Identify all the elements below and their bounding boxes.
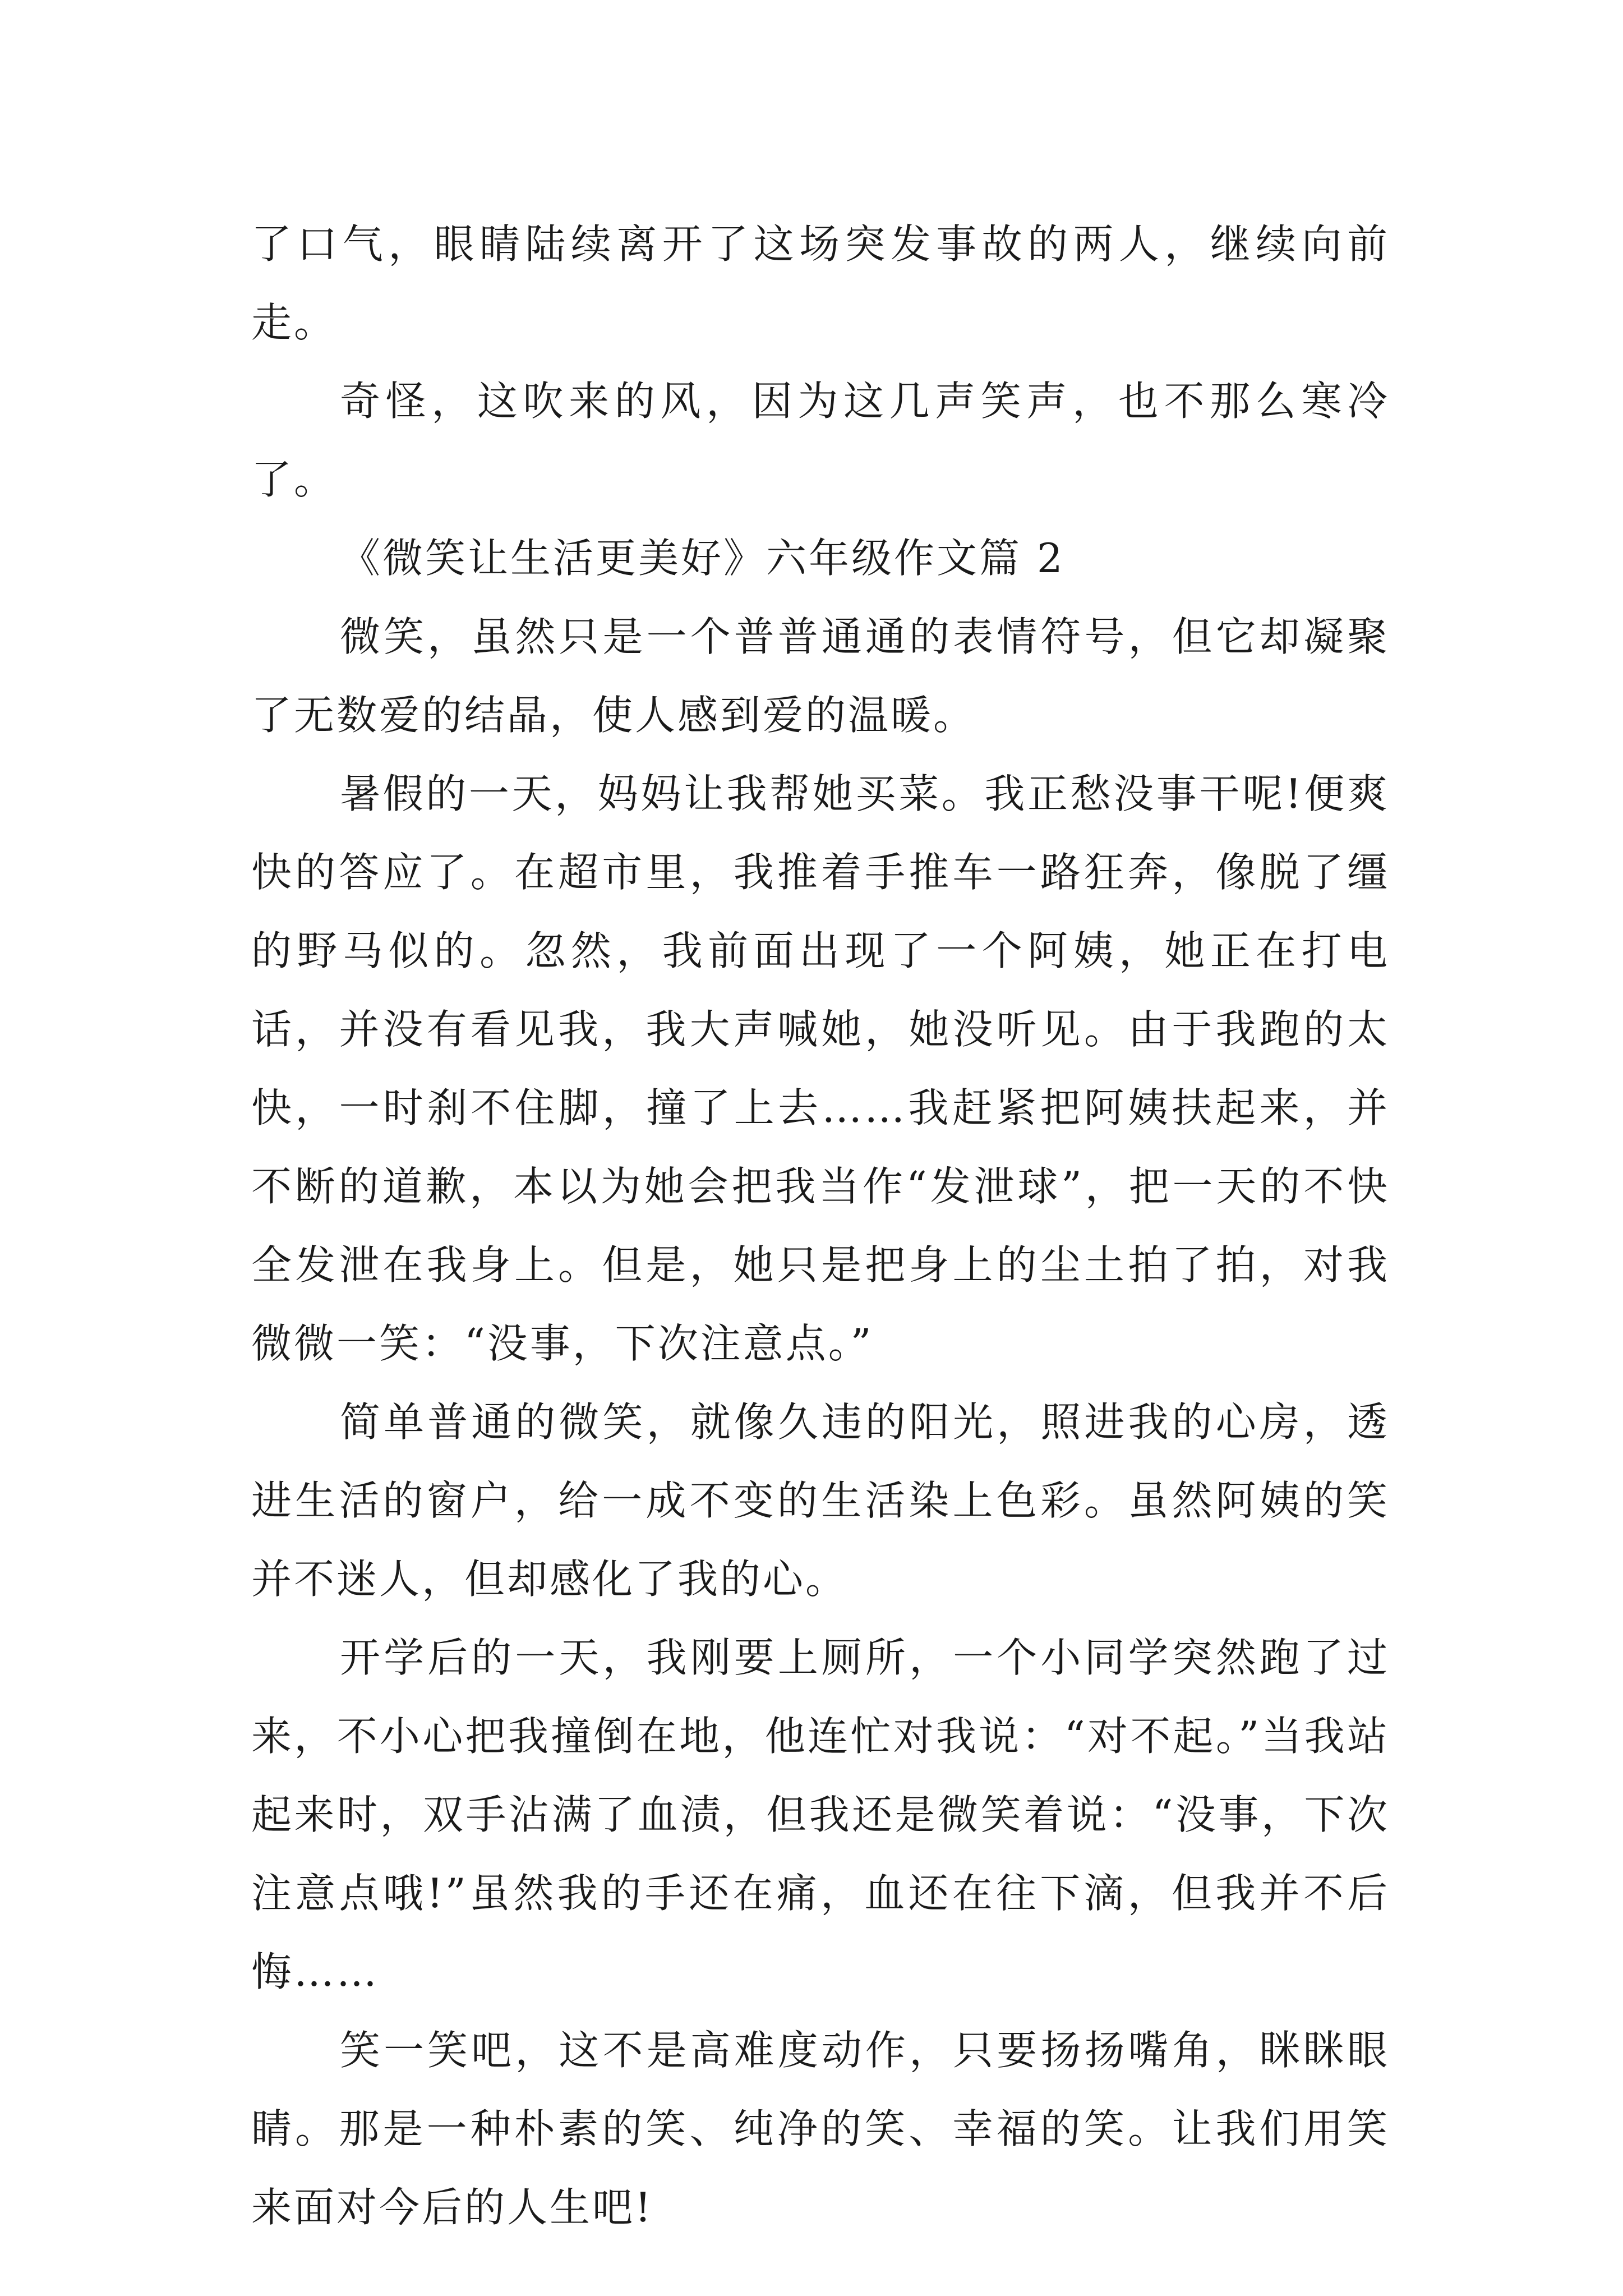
paragraph: 微笑，虽然只是一个普普通通的表情符号，但它却凝聚了无数爱的结晶，使人感到爱的温暖。 <box>251 613 1390 739</box>
paragraph: 笑一笑吧，这不是高难度动作，只要扬扬嘴角，眯眯眼睛。那是一种朴素的笑、纯净的笑、幸福的笑。让我们用笑来面对今后的人生吧! <box>251 2027 1390 2231</box>
article-body <box>251 205 1390 2247</box>
paragraph: 奇怪，这吹来的风，因为这几声笑声，也不那么寒冷了。 <box>251 378 1390 503</box>
paragraph: 暑假的一天，妈妈让我帮她买菜。我正愁没事干呢!便爽快的答应了。在超市里，我推着手推车一路狂奔，像脱了缰的野马似的。忽然，我前面出现了一个阿姨，她正在打电话，并没有看见我，我大声喊她，她没听见。由于我跑的太快，一时刹不住脚，撞了上去……我赶紧把阿姨扶起来，并不断的道歉，本以为她会把我当作“发泄球”，把一天的不快全发泄在我身上。但是，她只是把身上的尘土拍了拍，对我微微一笑：“没事，下次注意点。” <box>251 770 1390 1367</box>
section-title: 《微笑让生活更美好》六年级作文篇 2 <box>340 535 1065 582</box>
paragraph: 开学后的一天，我刚要上厕所，一个小同学突然跑了过来，不小心把我撞倒在地，他连忙对我说：“对不起。”当我站起来时，双手沾满了血渍，但我还是微笑着说：“没事，下次注意点哦!”虽然我的手还在痛，血还在往下滴，但我并不后悔…… <box>251 1634 1390 1995</box>
paragraph-continuation: 了口气，眼睛陆续离开了这场突发事故的两人，继续向前走。 <box>251 220 1390 346</box>
paragraph: 简单普通的微笑，就像久违的阳光，照进我的心房，透进生活的窗户，给一成不变的生活染上色彩。虽然阿姨的笑并不迷人，但却感化了我的心。 <box>251 1398 1390 1603</box>
